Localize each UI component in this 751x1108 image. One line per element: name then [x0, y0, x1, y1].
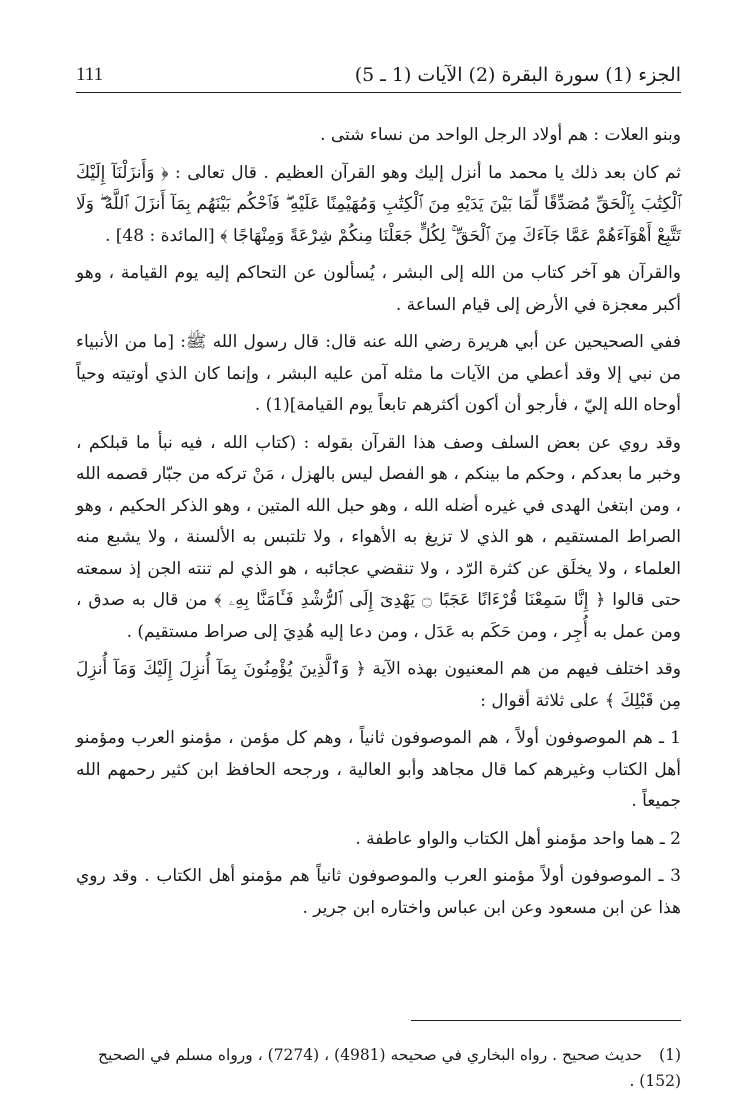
footnote-text: حديث صحيح . رواه البخاري في صحيحه (4981) ، (7274) ، ورواه مسلم في الصحيح (152) . — [98, 1046, 681, 1090]
footnotes — [76, 1042, 681, 1094]
paragraph: وقد اختلف فيهم من هم المعنيون بهذه الآية ﴿ وَٱلَّذِينَ يُؤْمِنُونَ بِمَآ أُنزِلَ إِلَيْكَ وَمَآ أُنزِلَ مِن قَبْلِكَ ﴾ على ثلاثة أقوال : — [76, 659, 681, 711]
list-item: 2 ـ هما واحد مؤمنو أهل الكتاب والواو عاطفة . — [355, 828, 681, 849]
paragraph: والقرآن هو آخر كتاب من الله إلى البشر ، يُسألون عن التحاكم إليه يوم القيامة ، وهو أكبر معجزة في الأرض إلى قيام الساعة . — [76, 263, 681, 315]
paragraph: وبنو العلات : هم أولاد الرجل الواحد من نساء شتى . — [320, 125, 681, 145]
running-title: الجزء (1) سورة البقرة (2) الآيات (1 ـ 5) — [354, 64, 681, 86]
paragraph: ثم كان بعد ذلك يا محمد ما أنزل إليك وهو القرآن العظيم . قال تعالى : ﴿ وَأَنزَلْنَآ إِلَيْكَ ٱلْكِتَٰبَ بِٱلْحَقِّ مُصَدِّقًا لِّمَا بَيْنَ يَدَيْهِ مِنَ ٱلْكِتَٰبِ وَمُهَيْمِنًا عَلَيْهِ ۖ فَٱحْكُم بَيْنَهُم بِمَآ أَنزَلَ ٱللَّهُ ۖ وَلَا تَتَّبِعْ أَهْوَآءَهُمْ عَمَّا جَآءَكَ مِنَ ٱلْحَقِّ ۚ لِكُلٍّ جَعَلْنَا مِنكُمْ شِرْعَةً وَمِنْهَاجًا ﴾ [المائدة : 48] . — [76, 162, 681, 246]
list-item: 1 ـ هم الموصوفون أولاً ، هم الموصوفون ثانياً ، وهم كل مؤمن ، مؤمنو العرب ومؤمنو أهل الكتاب وغيرهم كما قال مجاهد وأبو العالية ، ورجحه الحافظ ابن كثير رحمهم الله جميعاً . — [76, 728, 681, 811]
page-header — [76, 60, 681, 90]
page-body — [76, 120, 681, 930]
paragraph: وقد روي عن بعض السلف وصف هذا القرآن بقوله : (كتاب الله ، فيه نبأ ما قبلكم ، وخبر ما بعدكم ، وحكم ما بينكم ، هو الفصل ليس بالهزل ، مَنْ تركه من جبّار قصمه الله ، ومن ابتغىٰ الهدى في غيره أضله الله ، وهو حبل الله المتين ، وهو الذكر الحكيم ، وهو الصراط المستقيم ، هو الذي لا تزيغ به الأهواء ، ولا تلتبس به الألسنة ، ولا يشبع منه العلماء ، ولا يخلَق عن كثرة الرّد ، ولا تنقضي عجائبه ، هو الذي لم تنته الجن إذ سمعته حتى قالوا ﴿ إِنَّا سَمِعْنَا قُرْءَانًا عَجَبًا ۝ يَهْدِىٓ إِلَى ٱلرُّشْدِ فَـَٔامَنَّا بِهِۦ ﴾ من قال به صدق ، ومن عمل به أُجِر ، ومن حَكَم به عَدَل ، ومن دعا إليه هُدِيَ إلى صراط مستقيم) . — [76, 432, 681, 642]
paragraph: ففي الصحيحين عن أبي هريرة رضي الله عنه قال: قال رسول الله ﷺ: [ما من الأنبياء من نبي إلا وقد أعطي من الآيات ما مثله آمن عليه البشر ، وإنما كان الذي أوتيته وحياً أوحاه الله إليّ ، فأرجو أن أكون أكثرهم تابعاً يوم القيامة](1) . — [76, 332, 681, 415]
footnote — [76, 1042, 681, 1094]
list-item: 3 ـ الموصوفون أولاً مؤمنو العرب والموصوفون ثانياً هم مؤمنو أهل الكتاب . وقد روي هذا عن ابن مسعود وعن ابن عباس واختاره ابن جرير . — [76, 866, 681, 918]
footnote-divider — [411, 1020, 681, 1021]
header-divider — [76, 92, 681, 93]
footnote-number: (1) — [659, 1046, 681, 1064]
page-number: 111 — [76, 64, 104, 85]
